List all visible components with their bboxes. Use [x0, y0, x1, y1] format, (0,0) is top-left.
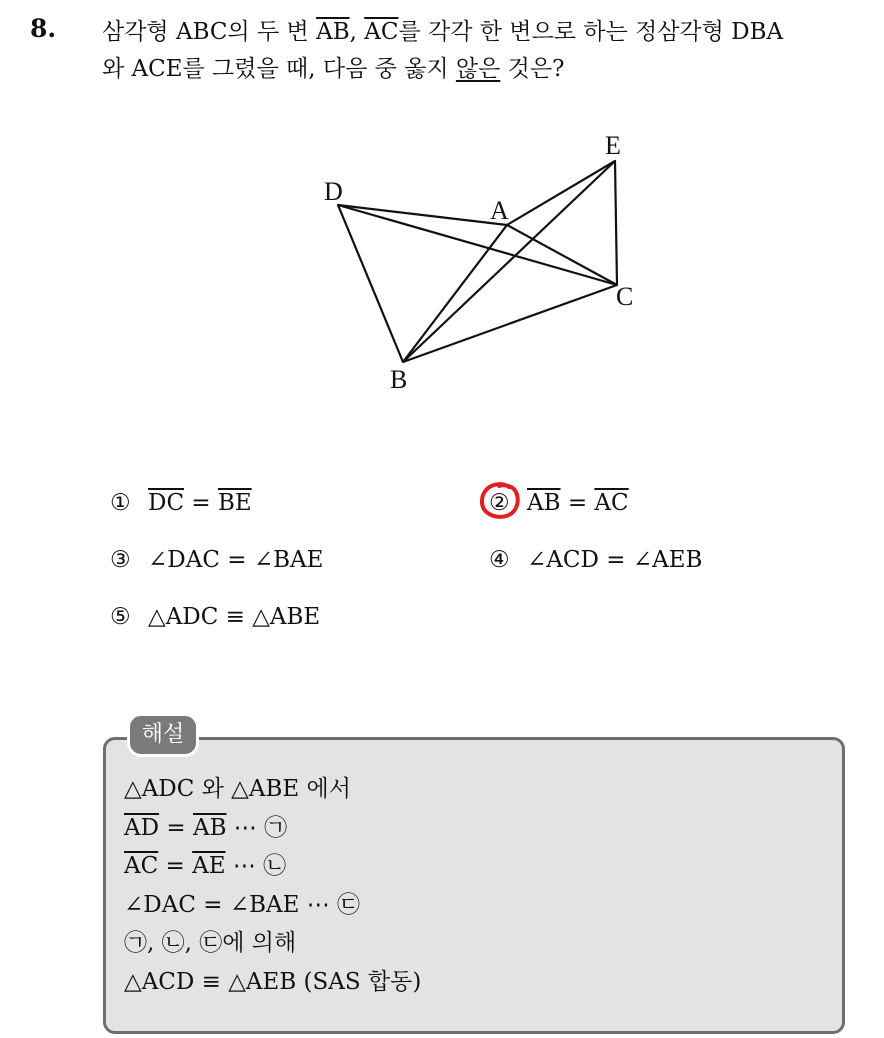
- segment-b-e: [403, 161, 615, 362]
- segment-d-c: [338, 205, 617, 285]
- reference-mark: ⋯ ㉡: [225, 853, 287, 879]
- choice-operator: =: [184, 490, 218, 516]
- solution-line: ∠DAC = ∠BAE ⋯ ㉢: [124, 891, 361, 918]
- solution-content: [124, 770, 421, 1001]
- label-e: E: [605, 131, 621, 160]
- choice-number: ①: [110, 490, 131, 516]
- segment: $\overline{AB}$: [527, 490, 561, 516]
- solution-line: [124, 809, 421, 848]
- segment: $\overline{AB}$: [192, 814, 227, 841]
- choice-number: ⑤: [110, 604, 131, 630]
- question-number: 8.: [30, 14, 57, 43]
- choice-number: ②: [489, 490, 510, 516]
- label-d: D: [324, 177, 343, 206]
- solution-line: [124, 847, 421, 886]
- question-text-part: ,: [349, 19, 365, 45]
- segment-ab: $\overline{AB}$: [316, 19, 350, 45]
- solution-line: ㉠, ㉡, ㉢에 의해: [124, 930, 297, 956]
- segment: $\overline{AC}$: [124, 853, 159, 879]
- choice-number: ④: [489, 547, 510, 573]
- operator: =: [158, 853, 193, 879]
- segment: $\overline{AC}$: [594, 490, 629, 516]
- segment: $\overline{DC}$: [148, 490, 185, 516]
- choice-operator: =: [560, 490, 595, 516]
- solution-line: △ACD ≡ △AEB (SAS 합동): [124, 968, 422, 995]
- solution-tag: 해설: [127, 713, 199, 757]
- choice-4[interactable]: [489, 545, 702, 575]
- label-b: B: [390, 365, 408, 394]
- choice-3[interactable]: [110, 545, 323, 575]
- segment-ac: $\overline{AC}$: [364, 19, 399, 45]
- label-a: A: [490, 196, 509, 225]
- choice-1[interactable]: [110, 488, 252, 518]
- question-text-part: 삼각형 ABC의 두 변: [102, 19, 317, 45]
- operator: =: [159, 814, 193, 841]
- underlined-word: 않은: [455, 56, 501, 82]
- question-text: [102, 14, 872, 88]
- choice-number: ③: [110, 547, 131, 573]
- solution-line: △ADC 와 △ABE 에서: [124, 776, 351, 802]
- segment-b-c: [403, 285, 617, 362]
- choice-text: ∠DAC = ∠BAE: [148, 547, 324, 573]
- choice-text: △ADC ≡ △ABE: [148, 604, 321, 630]
- segment: $\overline{BE}$: [217, 490, 252, 516]
- segment: $\overline{AE}$: [192, 853, 226, 879]
- question-text-part: 것은?: [500, 56, 565, 82]
- triangle-diagram: [300, 125, 660, 400]
- choice-5[interactable]: [110, 602, 320, 632]
- reference-mark: ⋯ ㉠: [226, 814, 288, 841]
- question-text-part: 와 ACE를 그렸을 때, 다음 중 옳지: [102, 56, 456, 82]
- label-c: C: [616, 282, 634, 311]
- segment: $\overline{AD}$: [124, 814, 160, 841]
- geometry-figure: [300, 125, 660, 400]
- answer-circle-mark: [479, 481, 521, 521]
- choice-text: ∠ACD = ∠AEB: [527, 547, 703, 573]
- triangle-ace: [507, 161, 617, 285]
- question-text-part: 를 각각 한 변으로 하는 정삼각형 DBA: [398, 19, 784, 45]
